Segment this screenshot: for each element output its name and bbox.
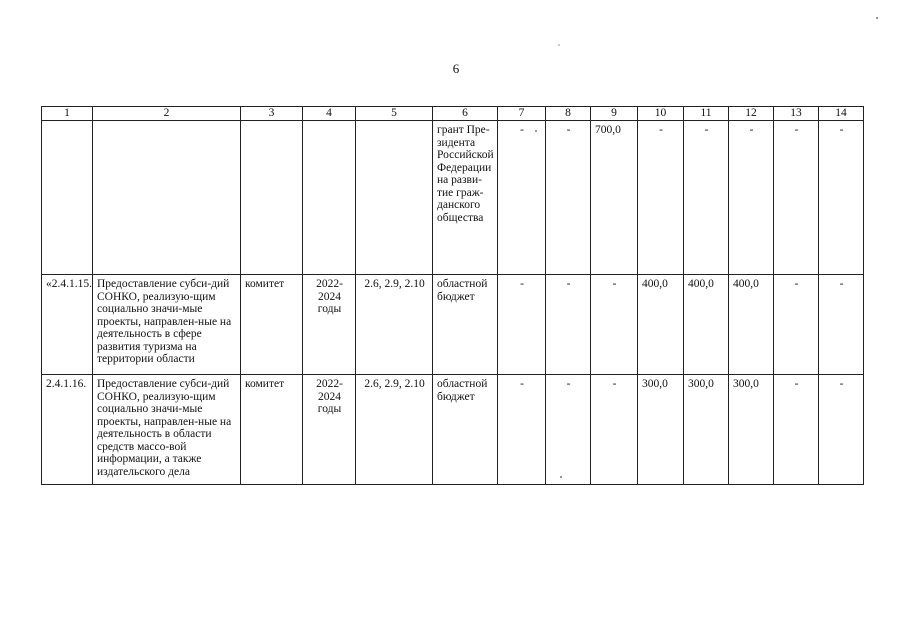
scan-speck bbox=[558, 44, 560, 46]
value-cell: - bbox=[546, 275, 591, 375]
header-cell: 1 bbox=[42, 107, 93, 121]
header-cell: 14 bbox=[819, 107, 864, 121]
value-cell: 300,0 bbox=[684, 375, 729, 485]
item-description: Предоставление субси-дий СОНКО, реализую-щим социально значи-мые проекты, направлен-ные на деятельность в области средств массо-вой информации, а также издательского дела bbox=[93, 375, 241, 485]
value-cell: - bbox=[684, 121, 729, 275]
table-row bbox=[42, 275, 864, 375]
value-cell: - bbox=[591, 375, 638, 485]
value-cell: 400,0 bbox=[684, 275, 729, 375]
table-header-row bbox=[42, 107, 864, 121]
value-cell: - bbox=[819, 275, 864, 375]
value-cell: 400,0 bbox=[638, 275, 684, 375]
value-cell: 700,0 bbox=[591, 121, 638, 275]
value-cell: 300,0 bbox=[638, 375, 684, 485]
value-cell: - bbox=[774, 275, 819, 375]
header-cell: 9 bbox=[591, 107, 638, 121]
scan-speck bbox=[560, 476, 562, 478]
value-cell: - bbox=[729, 121, 774, 275]
value-cell: - bbox=[774, 375, 819, 485]
header-cell: 13 bbox=[774, 107, 819, 121]
value-cell: 400,0 bbox=[729, 275, 774, 375]
value-cell: - bbox=[591, 275, 638, 375]
value-cell: - bbox=[498, 121, 546, 275]
header-cell: 7 bbox=[498, 107, 546, 121]
value-cell: - bbox=[498, 275, 546, 375]
page-number: 6 bbox=[452, 61, 460, 76]
indicators: 2.6, 2.9, 2.10 bbox=[356, 275, 433, 375]
value-cell: - bbox=[774, 121, 819, 275]
funding-source: областной бюджет bbox=[433, 275, 498, 375]
value-cell: - bbox=[546, 375, 591, 485]
item-number bbox=[42, 121, 93, 275]
header-cell: 10 bbox=[638, 107, 684, 121]
table-row bbox=[42, 375, 864, 485]
funding-source: грант Пре-зидента Российской Федерации на разви-тие граж-данского общества bbox=[433, 121, 498, 275]
period: 2022-2024 годы bbox=[303, 375, 356, 485]
program-table bbox=[41, 106, 864, 485]
item-number: «2.4.1.15. bbox=[42, 275, 93, 375]
header-cell: 5 bbox=[356, 107, 433, 121]
item-number: 2.4.1.16. bbox=[42, 375, 93, 485]
executor bbox=[241, 121, 303, 275]
value-cell: - bbox=[819, 375, 864, 485]
value-cell: - bbox=[498, 375, 546, 485]
executor: комитет bbox=[241, 275, 303, 375]
header-cell: 3 bbox=[241, 107, 303, 121]
header-cell: 11 bbox=[684, 107, 729, 121]
period bbox=[303, 121, 356, 275]
header-cell: 2 bbox=[93, 107, 241, 121]
value-cell: - bbox=[638, 121, 684, 275]
scan-speck bbox=[876, 17, 878, 19]
period: 2022-2024 годы bbox=[303, 275, 356, 375]
scan-speck bbox=[535, 130, 537, 132]
value-cell: 300,0 bbox=[729, 375, 774, 485]
header-cell: 12 bbox=[729, 107, 774, 121]
table-row bbox=[42, 121, 864, 275]
funding-source: областной бюджет bbox=[433, 375, 498, 485]
item-description: Предоставление субси-дий СОНКО, реализую-щим социально значи-мые проекты, направлен-ные на деятельность в сфере развития туризма на территории области bbox=[93, 275, 241, 375]
value-cell: - bbox=[546, 121, 591, 275]
executor: комитет bbox=[241, 375, 303, 485]
value-cell: - bbox=[819, 121, 864, 275]
indicators bbox=[356, 121, 433, 275]
header-cell: 4 bbox=[303, 107, 356, 121]
item-description bbox=[93, 121, 241, 275]
header-cell: 8 bbox=[546, 107, 591, 121]
indicators: 2.6, 2.9, 2.10 bbox=[356, 375, 433, 485]
header-cell: 6 bbox=[433, 107, 498, 121]
